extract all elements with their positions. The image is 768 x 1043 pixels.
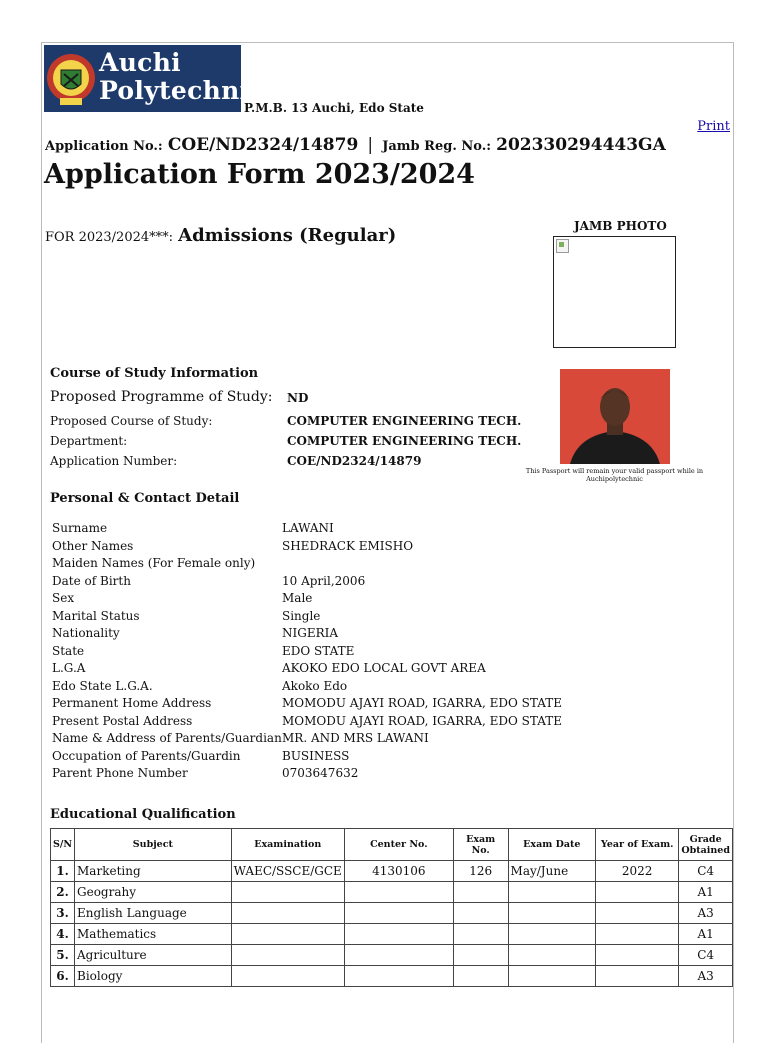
jamb-reg-label: Jamb Reg. No.:: [382, 139, 492, 154]
cell-grade: A3: [679, 966, 733, 987]
table-row: [51, 861, 733, 882]
cell-grade: A3: [679, 903, 733, 924]
home-address-label: Permanent Home Address: [52, 696, 212, 710]
cell-center-no: [344, 924, 453, 945]
application-number-value: COE/ND2324/14879: [287, 454, 422, 468]
cell-exam-no: [453, 882, 508, 903]
cell-subject: English Language: [75, 903, 232, 924]
marital-status-label: Marital Status: [52, 609, 140, 623]
cell-subject: Agriculture: [75, 945, 232, 966]
cell-year: 2022: [596, 861, 679, 882]
programme-label: Proposed Programme of Study:: [50, 389, 273, 405]
education-table: [50, 828, 733, 987]
admission-type-line: [45, 225, 396, 246]
surname-label: Surname: [52, 521, 108, 535]
institution-address: P.M.B. 13 Auchi, Edo State: [244, 101, 424, 115]
edo-lga-value: Akoko Edo: [282, 679, 348, 693]
jamb-photo-label: JAMB PHOTO: [574, 219, 667, 233]
cell-sn: 6.: [51, 966, 75, 987]
cell-year: [596, 882, 679, 903]
cell-exam-date: May/June: [508, 861, 596, 882]
cell-exam-no: 126: [453, 861, 508, 882]
cell-examination: [231, 903, 344, 924]
dob-label: Date of Birth: [52, 574, 131, 588]
home-address-value: MOMODU AJAYI ROAD, IGARRA, EDO STATE: [282, 696, 563, 710]
table-row: [51, 924, 733, 945]
guardian-label: Name & Address of Parents/Guardian: [52, 731, 282, 745]
jamb-reg-value: 202330294443GA: [496, 135, 666, 155]
cell-exam-date: [508, 882, 596, 903]
table-row: [51, 966, 733, 987]
auchi-polytechnic-logo: [44, 45, 265, 112]
state-value: EDO STATE: [282, 644, 355, 658]
application-no-value: COE/ND2324/14879: [167, 135, 359, 155]
application-no-label: Application No.:: [45, 139, 163, 154]
cell-examination: [231, 924, 344, 945]
guardian-value: MR. AND MRS LAWANI: [282, 731, 429, 745]
dob-value: 10 April,2006: [282, 574, 366, 588]
col-header-sn: S/N: [51, 829, 75, 861]
cell-sn: 3.: [51, 903, 75, 924]
occupation-label: Occupation of Parents/Guardin: [52, 749, 241, 763]
col-header-center-no: Center No.: [344, 829, 453, 861]
other-names-value: SHEDRACK EMISHO: [282, 539, 414, 553]
cell-exam-date: [508, 903, 596, 924]
sex-value: Male: [282, 591, 313, 605]
sex-label: Sex: [52, 591, 75, 605]
polytechnic-seal-icon: [46, 48, 96, 109]
cell-examination: WAEC/SSCE/GCE: [231, 861, 344, 882]
cell-center-no: 4130106: [344, 861, 453, 882]
broken-image-icon: [556, 239, 569, 253]
cell-sn: 2.: [51, 882, 75, 903]
col-header-examination: Examination: [231, 829, 344, 861]
nationality-value: NIGERIA: [282, 626, 339, 640]
programme-value: ND: [287, 391, 309, 405]
passport-photo: [560, 369, 670, 464]
parent-phone-label: Parent Phone Number: [52, 766, 188, 780]
logo-line-1: Auchi: [99, 48, 181, 77]
course-label: Proposed Course of Study:: [50, 414, 213, 428]
cell-year: [596, 903, 679, 924]
cell-year: [596, 924, 679, 945]
postal-address-label: Present Postal Address: [52, 714, 193, 728]
department-value: COMPUTER ENGINEERING TECH.: [287, 434, 522, 448]
cell-exam-no: [453, 903, 508, 924]
passport-note: This Passport will remain your valid passport while in Auchipolytechnic: [525, 467, 704, 483]
session-label: FOR 2023/2024***:: [45, 230, 174, 245]
logo-line-2: Polytechnic: [99, 76, 265, 105]
state-label: State: [52, 644, 85, 658]
cell-exam-no: [453, 966, 508, 987]
person-silhouette-icon: [560, 369, 670, 464]
lga-value: AKOKO EDO LOCAL GOVT AREA: [282, 661, 486, 675]
course-section-title: Course of Study Information: [50, 366, 259, 381]
cell-examination: [231, 882, 344, 903]
cell-subject: Geograhy: [75, 882, 232, 903]
table-row: [51, 882, 733, 903]
cell-exam-no: [453, 924, 508, 945]
maiden-names-label: Maiden Names (For Female only): [52, 556, 256, 570]
cell-center-no: [344, 882, 453, 903]
cell-sn: 4.: [51, 924, 75, 945]
department-label: Department:: [50, 434, 128, 448]
marital-status-value: Single: [282, 609, 321, 623]
other-names-label: Other Names: [52, 539, 134, 553]
separator: |: [367, 135, 374, 155]
cell-grade: A1: [679, 924, 733, 945]
table-header-row: [51, 829, 733, 861]
course-value: COMPUTER ENGINEERING TECH.: [287, 414, 522, 428]
application-form-page: [41, 42, 734, 1043]
parent-phone-value: 0703647632: [282, 766, 359, 780]
form-title: Application Form 2023/2024: [44, 159, 475, 190]
col-header-grade: Grade Obtained: [679, 829, 733, 861]
col-header-subject: Subject: [75, 829, 232, 861]
col-header-exam-date: Exam Date: [508, 829, 596, 861]
cell-subject: Marketing: [75, 861, 232, 882]
edo-lga-label: Edo State L.G.A.: [52, 679, 153, 693]
cell-grade: C4: [679, 945, 733, 966]
cell-grade: A1: [679, 882, 733, 903]
cell-year: [596, 945, 679, 966]
postal-address-value: MOMODU AJAYI ROAD, IGARRA, EDO STATE: [282, 714, 563, 728]
cell-center-no: [344, 945, 453, 966]
cell-center-no: [344, 966, 453, 987]
table-row: [51, 903, 733, 924]
nationality-label: Nationality: [52, 626, 120, 640]
cell-examination: [231, 945, 344, 966]
cell-subject: Mathematics: [75, 924, 232, 945]
personal-section-title: Personal & Contact Detail: [50, 491, 240, 506]
col-header-exam-no: Exam No.: [453, 829, 508, 861]
jamb-photo-frame: [553, 236, 676, 348]
lga-label: L.G.A: [52, 661, 86, 675]
cell-sn: 1.: [51, 861, 75, 882]
admission-type-value: Admissions (Regular): [178, 225, 397, 246]
application-number-label: Application Number:: [50, 454, 178, 468]
cell-subject: Biology: [75, 966, 232, 987]
cell-exam-date: [508, 945, 596, 966]
occupation-value: BUSINESS: [282, 749, 350, 763]
cell-grade: C4: [679, 861, 733, 882]
col-header-year: Year of Exam.: [596, 829, 679, 861]
cell-sn: 5.: [51, 945, 75, 966]
cell-exam-no: [453, 945, 508, 966]
cell-center-no: [344, 903, 453, 924]
table-row: [51, 945, 733, 966]
surname-value: LAWANI: [282, 521, 334, 535]
cell-examination: [231, 966, 344, 987]
print-link[interactable]: Print: [697, 119, 730, 134]
cell-exam-date: [508, 966, 596, 987]
cell-exam-date: [508, 924, 596, 945]
education-section-title: Educational Qualification: [50, 807, 236, 822]
cell-year: [596, 966, 679, 987]
application-number-line: [45, 135, 666, 155]
